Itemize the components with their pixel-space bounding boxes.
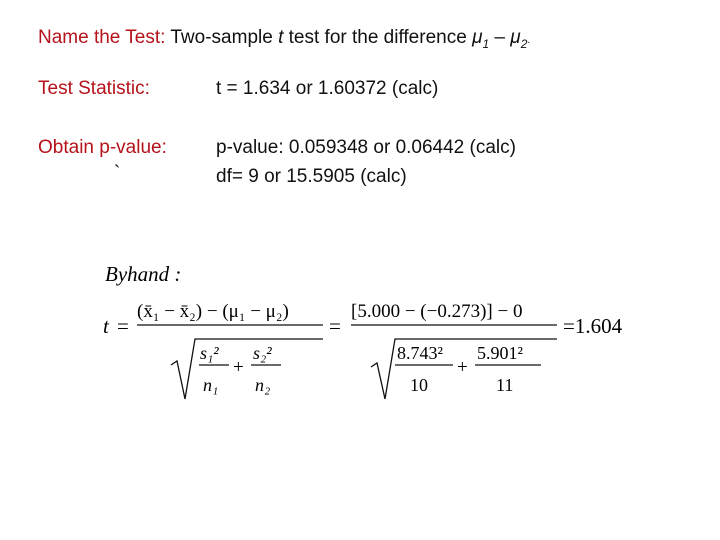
p-value-value: p-value: 0.059348 or 0.06442 (calc) [216, 137, 516, 158]
den-value-n2: 11 [496, 375, 514, 395]
formula-equals-1: = [117, 314, 129, 338]
den-value-b: 5.901² [477, 343, 523, 363]
mu-1-subscript: 1 [482, 36, 490, 51]
den-plus-symbolic: + [233, 357, 244, 378]
test-statistic-label: Test Statistic: [38, 78, 150, 99]
test-name-text-1: Two-sample [170, 27, 279, 48]
formula-result: =1.604 [563, 314, 623, 338]
by-hand-label: Byhand : [105, 262, 182, 286]
test-name-t: t [278, 27, 284, 48]
den-plus-numeric: + [457, 357, 468, 378]
test-name-text-2: test for the difference [283, 27, 473, 48]
name-the-test-line [38, 27, 530, 51]
den-n1: n₁ [203, 375, 219, 395]
den-s2-squared: s₂² [253, 343, 272, 363]
sqrt-symbol-symbolic [171, 339, 323, 399]
formula-numerator-numeric: [5.000 − (−0.273)] − 0 [351, 301, 523, 322]
stray-backtick: ` [114, 163, 121, 184]
mu-2: μ [510, 27, 521, 48]
den-value-n1: 10 [410, 375, 428, 395]
mu-1: μ [472, 27, 483, 48]
formula-equals-2: = [329, 314, 341, 338]
den-value-a: 8.743² [397, 343, 443, 363]
den-n2: n₂ [255, 375, 271, 395]
p-value-label: Obtain p-value: [38, 137, 167, 158]
formula-t: t [103, 314, 109, 338]
t-statistic-formula [95, 253, 655, 413]
degrees-of-freedom: df= 9 or 15.5905 (calc) [216, 166, 407, 187]
test-statistic-value: t = 1.634 or 1.60372 (calc) [216, 78, 439, 99]
difference-dash: – [489, 27, 511, 48]
name-the-test-label: Name the Test: [38, 27, 166, 48]
formula-numerator-symbolic: (x̄₁ − x̄₂) − (μ₁ − μ₂) [137, 301, 289, 322]
den-s1-squared: s₁² [200, 343, 219, 363]
name-line-period: . [527, 35, 531, 46]
mu-2-subscript: 2 [520, 36, 528, 51]
